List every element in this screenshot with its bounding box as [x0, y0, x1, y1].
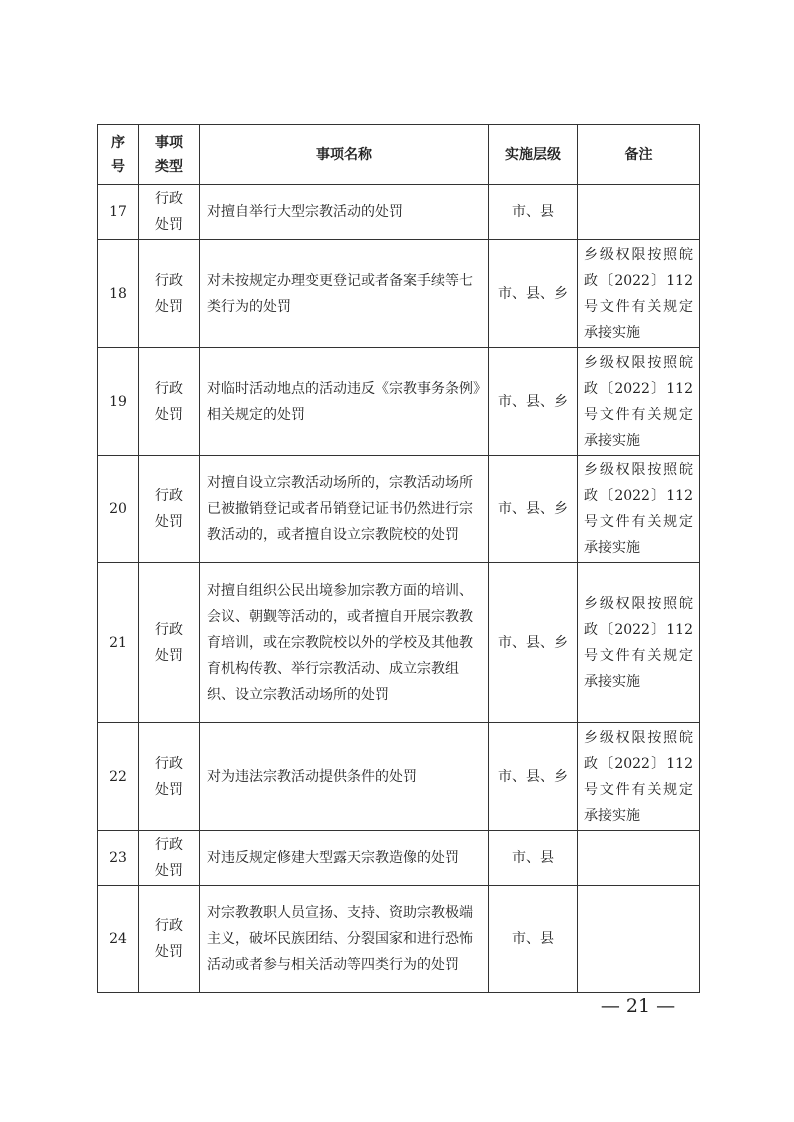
row-name: 对为违法宗教活动提供条件的处罚	[200, 723, 489, 831]
row-note: 乡级权限按照皖政〔2022〕112号文件有关规定承接实施	[578, 456, 700, 563]
row-level: 市、县、乡	[489, 348, 578, 456]
row-name: 对临时活动地点的活动违反《宗教事务条例》相关规定的处罚	[200, 348, 489, 456]
row-level: 市、县	[489, 886, 578, 993]
row-type: 行政处罚	[139, 348, 200, 456]
header-type: 事项类型	[139, 125, 200, 185]
row-level: 市、县、乡	[489, 240, 578, 348]
row-note: 乡级权限按照皖政〔2022〕112号文件有关规定承接实施	[578, 348, 700, 456]
row-type: 行政处罚	[139, 456, 200, 563]
row-type: 行政处罚	[139, 240, 200, 348]
table-row	[98, 456, 700, 563]
header-num: 序号	[98, 125, 139, 185]
row-level: 市、县、乡	[489, 456, 578, 563]
row-num: 22	[98, 723, 139, 831]
row-type: 行政处罚	[139, 563, 200, 723]
row-level: 市、县、乡	[489, 563, 578, 723]
row-num: 19	[98, 348, 139, 456]
table-row	[98, 240, 700, 348]
row-type: 行政处罚	[139, 723, 200, 831]
row-num: 17	[98, 185, 139, 240]
row-note: 乡级权限按照皖政〔2022〕112号文件有关规定承接实施	[578, 563, 700, 723]
row-type: 行政处罚	[139, 831, 200, 886]
table-header-row	[98, 125, 700, 185]
table-row	[98, 185, 700, 240]
row-name: 对未按规定办理变更登记或者备案手续等七类行为的处罚	[200, 240, 489, 348]
row-note	[578, 831, 700, 886]
table-row	[98, 831, 700, 886]
page-number: — 21 —	[600, 995, 676, 1017]
row-note: 乡级权限按照皖政〔2022〕112号文件有关规定承接实施	[578, 240, 700, 348]
row-name: 对宗教教职人员宣扬、支持、资助宗教极端主义，破坏民族团结、分裂国家和进行恐怖活动或者参与相关活动等四类行为的处罚	[200, 886, 489, 993]
row-note: 乡级权限按照皖政〔2022〕112号文件有关规定承接实施	[578, 723, 700, 831]
header-note: 备注	[578, 125, 700, 185]
table-row	[98, 723, 700, 831]
row-level: 市、县、乡	[489, 723, 578, 831]
row-name: 对擅自组织公民出境参加宗教方面的培训、会议、朝觐等活动的，或者擅自开展宗教教育培训，或在宗教院校以外的学校及其他教育机构传教、举行宗教活动、成立宗教组织、设立宗教活动场所的处罚	[200, 563, 489, 723]
header-name: 事项名称	[200, 125, 489, 185]
row-name: 对擅自举行大型宗教活动的处罚	[200, 185, 489, 240]
row-level: 市、县	[489, 831, 578, 886]
row-note	[578, 185, 700, 240]
table-row	[98, 348, 700, 456]
row-level: 市、县	[489, 185, 578, 240]
row-name: 对擅自设立宗教活动场所的，宗教活动场所已被撤销登记或者吊销登记证书仍然进行宗教活动的，或者擅自设立宗教院校的处罚	[200, 456, 489, 563]
matters-table	[97, 124, 700, 993]
row-note	[578, 886, 700, 993]
table-row	[98, 563, 700, 723]
row-num: 24	[98, 886, 139, 993]
row-type: 行政处罚	[139, 185, 200, 240]
row-num: 21	[98, 563, 139, 723]
header-level: 实施层级	[489, 125, 578, 185]
table-row	[98, 886, 700, 993]
row-type: 行政处罚	[139, 886, 200, 993]
row-name: 对违反规定修建大型露天宗教造像的处罚	[200, 831, 489, 886]
row-num: 20	[98, 456, 139, 563]
row-num: 18	[98, 240, 139, 348]
row-num: 23	[98, 831, 139, 886]
